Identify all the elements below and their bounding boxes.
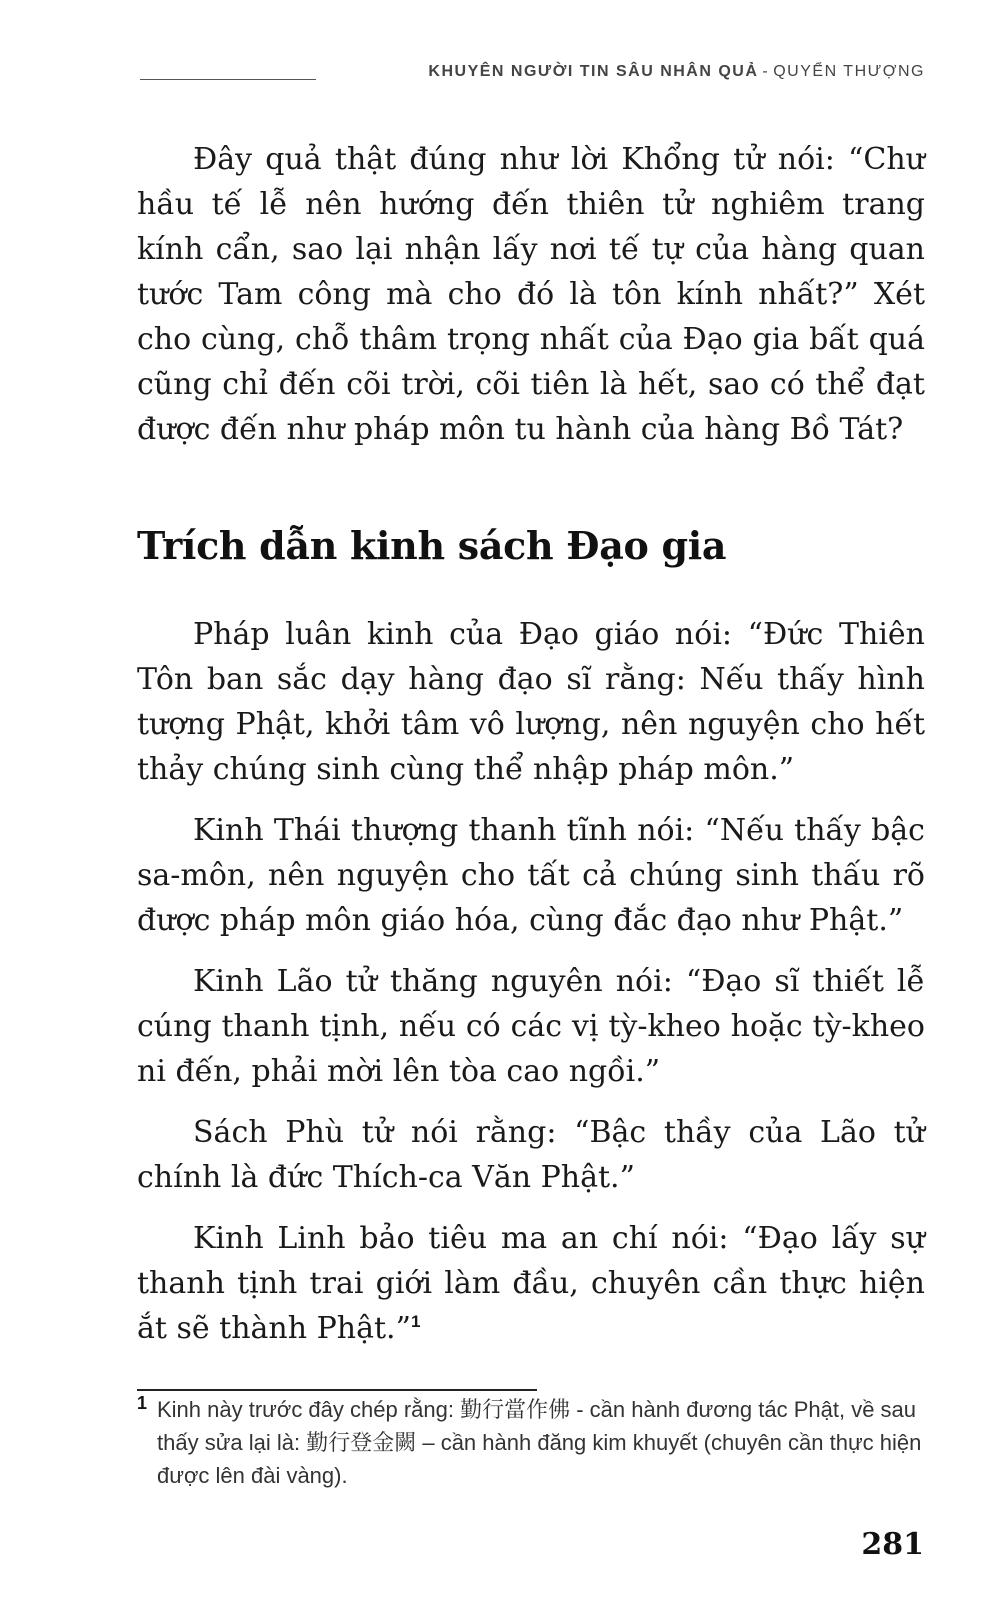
footnote-separator bbox=[137, 1389, 537, 1391]
footnote-reference[interactable]: 1 bbox=[410, 1312, 421, 1331]
section-text-block bbox=[137, 612, 925, 1367]
footnote-text: Kinh này trước đây chép rằng: 勤行當作佛 - cần hành đương tác Phật, về sau thấy sửa lại là: 勤行登金闕 – cần hành đăng kim khuyết (chuyên cần thực hiện được lên đài vàng). bbox=[157, 1397, 922, 1488]
paragraph: Kinh Thái thượng thanh tĩnh nói: “Nếu thấy bậc sa-môn, nên nguyện cho tất cả chúng sinh thấu rõ được pháp môn giáo hóa, cùng đắc đạo như Phật.” bbox=[137, 813, 925, 938]
header-text bbox=[428, 63, 925, 81]
paragraph: Đây quả thật đúng như lời Khổng tử nói: “Chư hầu tế lễ nên hướng đến thiên tử nghiêm trang kính cẩn, sao lại nhận lấy nơi tế tự của hàng quan tước Tam công mà cho đó là tôn kính nhất?” Xét cho cùng, chỗ thâm trọng nhất của Đạo gia bất quá cũng chỉ đến cõi trời, cõi tiên là hết, sao có thể đạt được đến như pháp môn tu hành của hàng Bồ Tát? bbox=[137, 142, 925, 447]
header-rule bbox=[140, 79, 316, 80]
volume-name: QUYỂN THƯỢNG bbox=[773, 63, 925, 80]
paragraph-text: Kinh Linh bảo tiêu ma an chí nói: “Đạo lấy sự thanh tịnh trai giới làm đầu, chuyên cần thực hiện ắt sẽ thành Phật.” bbox=[137, 1221, 925, 1346]
section-heading: Trích dẫn kinh sách Đạo gia bbox=[137, 523, 727, 568]
paragraph: Pháp luân kinh của Đạo giáo nói: “Đức Thiên Tôn ban sắc dạy hàng đạo sĩ rằng: Nếu thấy hình tượng Phật, khởi tâm vô lượng, nên nguyện cho hết thảy chúng sinh cùng thể nhập pháp môn.” bbox=[137, 617, 925, 787]
page-number: 281 bbox=[861, 1527, 924, 1562]
paragraph: Sách Phù tử nói rằng: “Bậc thầy của Lão tử chính là đức Thích-ca Văn Phật.” bbox=[137, 1115, 925, 1195]
running-header bbox=[140, 60, 925, 88]
paragraph: Kinh Lão tử thăng nguyên nói: “Đạo sĩ thiết lễ cúng thanh tịnh, nếu có các vị tỳ-kheo hoặc tỳ-kheo ni đến, phải mời lên tòa cao ngồi.” bbox=[137, 964, 925, 1089]
header-separator: - bbox=[762, 63, 770, 80]
footnote-number: 1 bbox=[137, 1393, 148, 1413]
paragraph-with-footnote bbox=[137, 1216, 925, 1351]
footnote bbox=[137, 1393, 929, 1492]
intro-text-block bbox=[137, 137, 925, 468]
book-title: KHUYÊN NGƯỜI TIN SÂU NHÂN QUẢ bbox=[428, 63, 759, 80]
